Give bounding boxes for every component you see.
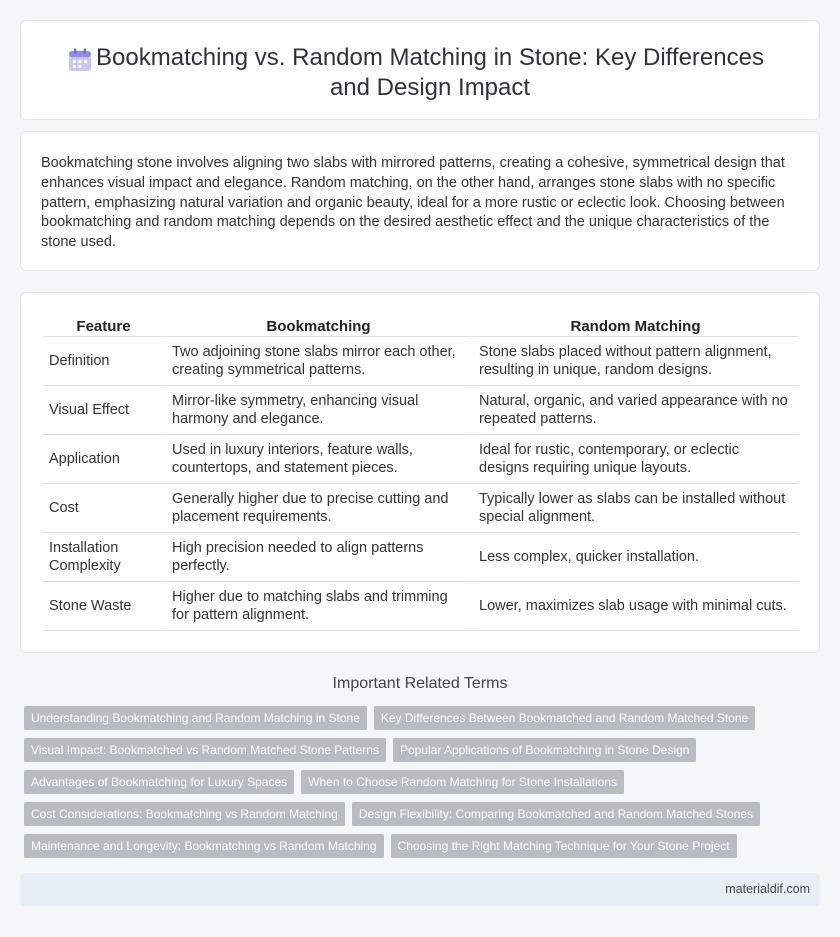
table-header-row	[43, 315, 798, 337]
tag-row	[24, 834, 804, 858]
footer	[20, 873, 820, 906]
related-term-tag[interactable]: Key Differences Between Bookmatched and Random Matched Stone	[374, 706, 755, 730]
related-term-tag[interactable]: Design Flexibility: Comparing Bookmatched and Random Matched Stones	[352, 802, 760, 826]
intro-card	[20, 131, 820, 271]
feature-cell: Stone Waste	[43, 582, 164, 631]
header-random-matching: Random Matching	[471, 315, 798, 337]
related-term-tag[interactable]: Choosing the Right Matching Technique for Your Stone Project	[391, 834, 737, 858]
related-term-tag[interactable]: Maintenance and Longevity: Bookmatching vs Random Matching	[24, 834, 384, 858]
related-term-tag[interactable]: Advantages of Bookmatching for Luxury Spaces	[24, 770, 294, 794]
tag-row	[24, 770, 804, 794]
comparison-table	[43, 315, 798, 631]
comparison-table-card	[20, 292, 820, 653]
random-matching-cell: Stone slabs placed without pattern alignment, resulting in unique, random designs.	[471, 337, 798, 386]
random-matching-cell: Ideal for rustic, contemporary, or eclectic designs requiring unique layouts.	[471, 435, 798, 484]
related-term-tag[interactable]: Visual Impact: Bookmatched vs Random Matched Stone Patterns	[24, 738, 386, 762]
bookmatching-cell: Used in luxury interiors, feature walls, countertops, and statement pieces.	[164, 435, 471, 484]
table-row	[43, 533, 798, 582]
feature-cell: Application	[43, 435, 164, 484]
footer-site-link[interactable]: materialdif.com	[725, 882, 810, 896]
related-term-tag[interactable]: Popular Applications of Bookmatching in Stone Design	[393, 738, 697, 762]
related-term-tag[interactable]: When to Choose Random Matching for Stone Installations	[301, 770, 624, 794]
random-matching-cell: Less complex, quicker installation.	[471, 533, 798, 582]
table-row	[43, 435, 798, 484]
related-terms-heading: Important Related Terms	[332, 675, 508, 692]
page-title: Bookmatching vs. Random Matching in Stone: Key Differences and Design Impact	[96, 44, 764, 101]
table-row	[43, 337, 798, 386]
intro-paragraph: Bookmatching stone involves aligning two slabs with mirrored patterns, creating a cohesive, symmetrical design that enhances visual impact and elegance. Random matching, on the other hand, arranges stone slabs with no specific pattern, emphasizing natural variation and organic beauty, ideal for a more rustic or eclectic look. Choosing between bookmatching and random matching depends on the desired aesthetic effect and the unique characteristics of the stone used.	[41, 155, 785, 251]
bookmatching-cell: Two adjoining stone slabs mirror each other, creating symmetrical patterns.	[164, 337, 471, 386]
title-card	[20, 20, 820, 120]
bookmatching-cell: Generally higher due to precise cutting and placement requirements.	[164, 484, 471, 533]
random-matching-cell: Lower, maximizes slab usage with minimal cuts.	[471, 582, 798, 631]
tag-row	[24, 738, 804, 762]
tag-row	[24, 802, 804, 826]
table-row	[43, 484, 798, 533]
feature-cell: Visual Effect	[43, 386, 164, 435]
header-bookmatching: Bookmatching	[164, 315, 471, 337]
related-terms-list	[24, 706, 804, 866]
related-term-tag[interactable]: Cost Considerations: Bookmatching vs Random Matching	[24, 802, 345, 826]
random-matching-cell: Natural, organic, and varied appearance with no repeated patterns.	[471, 386, 798, 435]
tag-row	[24, 706, 804, 730]
feature-cell: Definition	[43, 337, 164, 386]
random-matching-cell: Typically lower as slabs can be installed without special alignment.	[471, 484, 798, 533]
bookmatching-cell: Higher due to matching slabs and trimming for pattern alignment.	[164, 582, 471, 631]
bookmatching-cell: High precision needed to align patterns perfectly.	[164, 533, 471, 582]
bookmatching-cell: Mirror-like symmetry, enhancing visual harmony and elegance.	[164, 386, 471, 435]
related-term-tag[interactable]: Understanding Bookmatching and Random Matching in Stone	[24, 706, 367, 730]
feature-cell: Cost	[43, 484, 164, 533]
feature-cell: Installation Complexity	[43, 533, 164, 582]
table-row	[43, 582, 798, 631]
table-row	[43, 386, 798, 435]
header-feature: Feature	[43, 315, 164, 337]
